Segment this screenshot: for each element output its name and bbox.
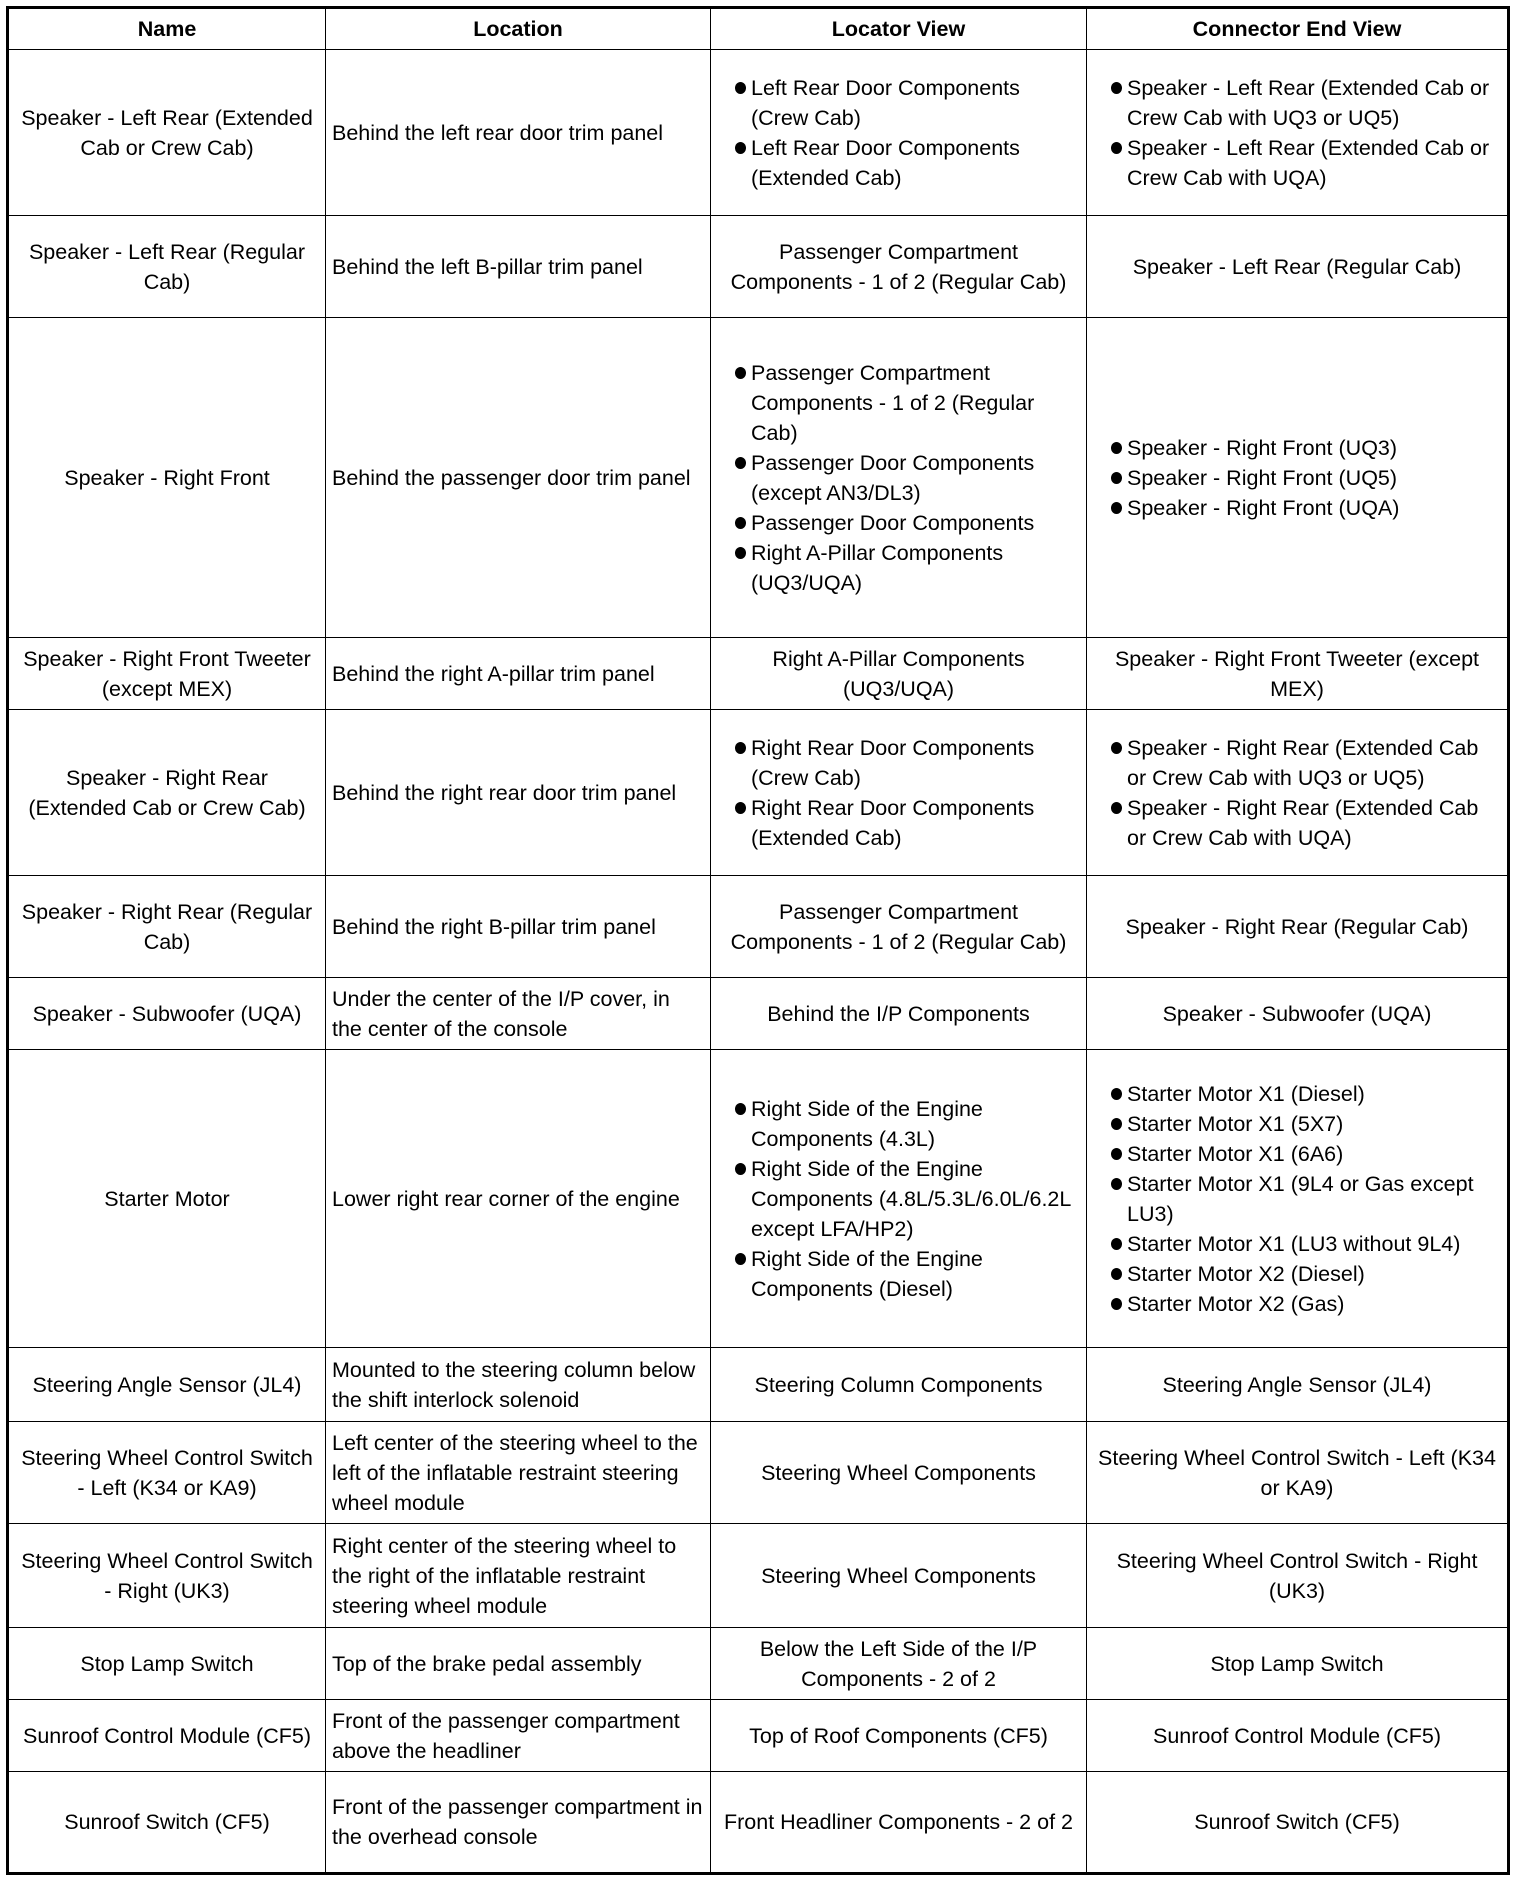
connector-end-view-cell: Speaker - Right Rear (Regular Cab) — [1087, 876, 1509, 978]
header-name: Name — [8, 8, 326, 50]
name-cell: Sunroof Switch (CF5) — [8, 1772, 326, 1874]
connector-end-view-cell: Speaker - Subwoofer (UQA) — [1087, 978, 1509, 1050]
list-item: Passenger Door Components (except AN3/DL3) — [717, 448, 1080, 508]
locator-view-cell: Steering Wheel Components — [711, 1422, 1087, 1524]
location-cell: Lower right rear corner of the engine — [326, 1050, 711, 1348]
list-item: Right Side of the Engine Components (4.3L) — [717, 1094, 1080, 1154]
list-item: Right Rear Door Components (Crew Cab) — [717, 733, 1080, 793]
locator-view-cell: Below the Left Side of the I/P Components - 2 of 2 — [711, 1628, 1087, 1700]
list-item: Starter Motor X2 (Diesel) — [1093, 1259, 1501, 1289]
list-item: Starter Motor X1 (Diesel) — [1093, 1079, 1501, 1109]
bullet-list — [1093, 73, 1501, 193]
name-cell: Steering Angle Sensor (JL4) — [8, 1348, 326, 1422]
locator-view-cell — [711, 1050, 1087, 1348]
name-cell: Speaker - Right Rear (Extended Cab or Crew Cab) — [8, 710, 326, 876]
list-item: Right A-Pillar Components (UQ3/UQA) — [717, 538, 1080, 598]
connector-end-view-cell: Speaker - Right Front Tweeter (except MEX) — [1087, 638, 1509, 710]
list-item: Starter Motor X2 (Gas) — [1093, 1289, 1501, 1319]
location-cell: Behind the left B-pillar trim panel — [326, 216, 711, 318]
list-item: Speaker - Right Front (UQA) — [1093, 493, 1501, 523]
list-item: Speaker - Right Front (UQ5) — [1093, 463, 1501, 493]
table-row — [8, 1772, 1509, 1874]
location-cell: Right center of the steering wheel to the right of the inflatable restraint steering wheel module — [326, 1524, 711, 1628]
connector-end-view-cell — [1087, 1050, 1509, 1348]
list-item: Left Rear Door Components (Extended Cab) — [717, 133, 1080, 193]
list-item: Starter Motor X1 (9L4 or Gas except LU3) — [1093, 1169, 1501, 1229]
list-item: Right Rear Door Components (Extended Cab) — [717, 793, 1080, 853]
list-item: Speaker - Right Rear (Extended Cab or Crew Cab with UQ3 or UQ5) — [1093, 733, 1501, 793]
list-item: Passenger Compartment Components - 1 of 2 (Regular Cab) — [717, 358, 1080, 448]
locator-view-cell: Right A-Pillar Components (UQ3/UQA) — [711, 638, 1087, 710]
location-cell: Behind the right B-pillar trim panel — [326, 876, 711, 978]
name-cell: Speaker - Left Rear (Regular Cab) — [8, 216, 326, 318]
connector-end-view-cell — [1087, 710, 1509, 876]
locator-view-cell: Passenger Compartment Components - 1 of 2 (Regular Cab) — [711, 216, 1087, 318]
locator-view-cell: Behind the I/P Components — [711, 978, 1087, 1050]
name-cell: Starter Motor — [8, 1050, 326, 1348]
list-item: Speaker - Left Rear (Extended Cab or Crew Cab with UQA) — [1093, 133, 1501, 193]
location-cell: Left center of the steering wheel to the left of the inflatable restraint steering wheel module — [326, 1422, 711, 1524]
location-cell: Behind the right rear door trim panel — [326, 710, 711, 876]
connector-end-view-cell: Sunroof Switch (CF5) — [1087, 1772, 1509, 1874]
locator-view-cell — [711, 50, 1087, 216]
list-item: Right Side of the Engine Components (Diesel) — [717, 1244, 1080, 1304]
name-cell: Speaker - Subwoofer (UQA) — [8, 978, 326, 1050]
name-cell: Speaker - Right Front Tweeter (except MEX) — [8, 638, 326, 710]
table-row — [8, 1348, 1509, 1422]
connector-end-view-cell: Sunroof Control Module (CF5) — [1087, 1700, 1509, 1772]
bullet-list — [717, 733, 1080, 853]
name-cell: Speaker - Right Front — [8, 318, 326, 638]
list-item: Speaker - Right Front (UQ3) — [1093, 433, 1501, 463]
table-row — [8, 1422, 1509, 1524]
list-item: Right Side of the Engine Components (4.8L/5.3L/6.0L/6.2L except LFA/HP2) — [717, 1154, 1080, 1244]
locator-view-cell: Steering Column Components — [711, 1348, 1087, 1422]
locator-view-cell: Top of Roof Components (CF5) — [711, 1700, 1087, 1772]
table-row — [8, 1050, 1509, 1348]
location-cell: Top of the brake pedal assembly — [326, 1628, 711, 1700]
bullet-list — [1093, 1079, 1501, 1319]
connector-end-view-cell — [1087, 50, 1509, 216]
name-cell: Speaker - Left Rear (Extended Cab or Crew Cab) — [8, 50, 326, 216]
locator-view-cell: Passenger Compartment Components - 1 of 2 (Regular Cab) — [711, 876, 1087, 978]
locator-view-cell — [711, 710, 1087, 876]
connector-end-view-cell: Steering Wheel Control Switch - Right (UK3) — [1087, 1524, 1509, 1628]
list-item: Speaker - Right Rear (Extended Cab or Crew Cab with UQA) — [1093, 793, 1501, 853]
location-cell: Behind the passenger door trim panel — [326, 318, 711, 638]
connector-end-view-cell: Steering Angle Sensor (JL4) — [1087, 1348, 1509, 1422]
name-cell: Stop Lamp Switch — [8, 1628, 326, 1700]
bullet-list — [1093, 433, 1501, 523]
location-cell: Front of the passenger compartment above the headliner — [326, 1700, 711, 1772]
component-locator-table — [6, 6, 1510, 1875]
table-row — [8, 1524, 1509, 1628]
table-row — [8, 638, 1509, 710]
table-row — [8, 876, 1509, 978]
connector-end-view-cell: Steering Wheel Control Switch - Left (K34 or KA9) — [1087, 1422, 1509, 1524]
name-cell: Steering Wheel Control Switch - Left (K34 or KA9) — [8, 1422, 326, 1524]
bullet-list — [717, 73, 1080, 193]
location-cell: Behind the right A-pillar trim panel — [326, 638, 711, 710]
table-row — [8, 216, 1509, 318]
bullet-list — [1093, 733, 1501, 853]
connector-end-view-cell: Stop Lamp Switch — [1087, 1628, 1509, 1700]
bullet-list — [717, 358, 1080, 598]
location-cell: Front of the passenger compartment in the overhead console — [326, 1772, 711, 1874]
list-item: Speaker - Left Rear (Extended Cab or Crew Cab with UQ3 or UQ5) — [1093, 73, 1501, 133]
list-item: Starter Motor X1 (6A6) — [1093, 1139, 1501, 1169]
table-row — [8, 1700, 1509, 1772]
header-connector-end-view: Connector End View — [1087, 8, 1509, 50]
list-item: Starter Motor X1 (5X7) — [1093, 1109, 1501, 1139]
table-row — [8, 978, 1509, 1050]
location-cell: Under the center of the I/P cover, in the center of the console — [326, 978, 711, 1050]
location-cell: Behind the left rear door trim panel — [326, 50, 711, 216]
list-item: Left Rear Door Components (Crew Cab) — [717, 73, 1080, 133]
list-item: Starter Motor X1 (LU3 without 9L4) — [1093, 1229, 1501, 1259]
table-row — [8, 318, 1509, 638]
header-location: Location — [326, 8, 711, 50]
name-cell: Steering Wheel Control Switch - Right (UK3) — [8, 1524, 326, 1628]
connector-end-view-cell — [1087, 318, 1509, 638]
location-cell: Mounted to the steering column below the shift interlock solenoid — [326, 1348, 711, 1422]
header-locator-view: Locator View — [711, 8, 1087, 50]
locator-view-cell: Front Headliner Components - 2 of 2 — [711, 1772, 1087, 1874]
connector-end-view-cell: Speaker - Left Rear (Regular Cab) — [1087, 216, 1509, 318]
header-row — [8, 8, 1509, 50]
table-row — [8, 1628, 1509, 1700]
locator-view-cell: Steering Wheel Components — [711, 1524, 1087, 1628]
name-cell: Speaker - Right Rear (Regular Cab) — [8, 876, 326, 978]
list-item: Passenger Door Components — [717, 508, 1080, 538]
table-row — [8, 50, 1509, 216]
table-row — [8, 710, 1509, 876]
bullet-list — [717, 1094, 1080, 1304]
name-cell: Sunroof Control Module (CF5) — [8, 1700, 326, 1772]
locator-view-cell — [711, 318, 1087, 638]
